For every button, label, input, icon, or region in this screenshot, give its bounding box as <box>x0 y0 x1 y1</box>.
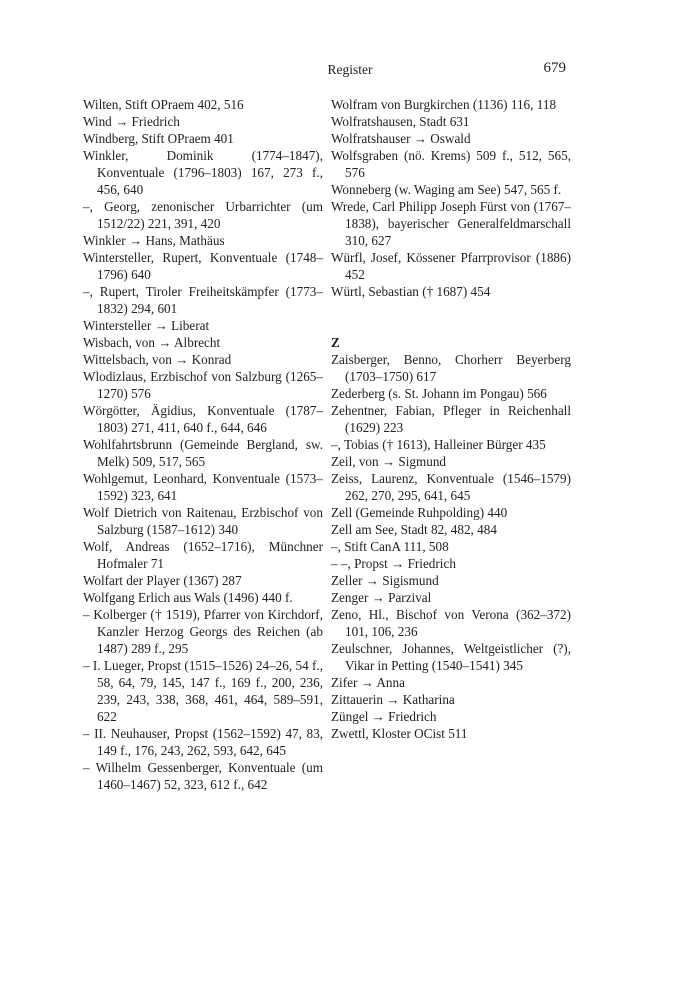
index-column-left <box>83 96 323 793</box>
index-entry: Wintersteller → Liberat <box>83 318 210 333</box>
section-letter: Z <box>331 335 340 350</box>
index-entry: – –, Propst → Friedrich <box>331 556 456 571</box>
index-entry: Wolfgang Erlich aus Wals (1496) 440 f. <box>83 590 293 605</box>
index-entry: Zehentner, Fabian, Pfleger in Reichenhall (1629) 223 <box>331 403 571 435</box>
running-header-title: Register <box>327 62 373 77</box>
index-entry: – Wilhelm Gessenberger, Konventuale (um 1460–1467) 52, 323, 612 f., 642 <box>83 760 323 792</box>
index-entry: –, Tobias († 1613), Halleiner Bürger 435 <box>331 437 546 452</box>
index-entry: Wolfratshauser → Oswald <box>331 131 471 146</box>
index-entry: Wintersteller, Rupert, Konventuale (1748–1796) 640 <box>83 250 323 282</box>
index-entry: –, Rupert, Tiroler Freiheitskämpfer (1773–1832) 294, 601 <box>83 284 323 316</box>
index-entry: – II. Neuhauser, Propst (1562–1592) 47, 83, 149 f., 176, 243, 262, 593, 642, 645 <box>83 726 323 758</box>
index-entry: Wolfram von Burgkirchen (1136) 116, 118 <box>331 97 557 112</box>
index-entry: Zwettl, Kloster OCist 511 <box>331 726 468 741</box>
index-entry: Würfl, Josef, Kössener Pfarrprovisor (1886) 452 <box>331 250 571 282</box>
index-entry: Wörgötter, Ägidius, Konventuale (1787–1803) 271, 411, 640 f., 644, 646 <box>83 403 323 435</box>
index-entry: Zaisberger, Benno, Chorherr Beyerberg (1703–1750) 617 <box>331 352 571 384</box>
index-entry: – Kolberger († 1519), Pfarrer von Kirchdorf, Kanzler Herzog Georgs des Reichen (ab 1487) 289 f., 295 <box>83 607 323 656</box>
index-entry: Wohlfahrtsbrunn (Gemeinde Bergland, sw. Melk) 509, 517, 565 <box>83 437 323 469</box>
index-entry: Wrede, Carl Philipp Joseph Fürst von (1767–1838), bayerischer Generalfeldmarschall 310, 627 <box>331 199 571 248</box>
index-entry: Wisbach, von → Albrecht <box>83 335 221 350</box>
index-entry: Würtl, Sebastian († 1687) 454 <box>331 284 491 299</box>
index-entry: Wlodizlaus, Erzbischof von Salzburg (1265–1270) 576 <box>83 369 323 401</box>
index-entry: Wonneberg (w. Waging am See) 547, 565 f. <box>331 182 562 197</box>
index-entry: Zeulschner, Johannes, Weltgeistlicher (?), Vikar in Petting (1540–1541) 345 <box>331 641 571 673</box>
page-number: 679 <box>543 60 566 76</box>
index-entry: Wolfart der Player (1367) 287 <box>83 573 242 588</box>
section-spacer <box>331 300 571 317</box>
index-entry: Wolfsgraben (nö. Krems) 509 f., 512, 565, 576 <box>331 148 571 180</box>
index-entry: Zenger → Parzival <box>331 590 432 605</box>
index-entry: Wolfratshausen, Stadt 631 <box>331 114 470 129</box>
index-entry: –, Stift CanA 111, 508 <box>331 539 449 554</box>
index-entry: Zittauerin → Katharina <box>331 692 455 707</box>
index-entry: Wolf, Andreas (1652–1716), Münchner Hofmaler 71 <box>83 539 323 571</box>
index-entry: Zederberg (s. St. Johann im Pongau) 566 <box>331 386 547 401</box>
index-entry: Zeil, von → Sigmund <box>331 454 447 469</box>
index-entry: Wind → Friedrich <box>83 114 180 129</box>
index-entry: Zeller → Sigismund <box>331 573 439 588</box>
index-entry: Zell am See, Stadt 82, 482, 484 <box>331 522 497 537</box>
index-entry: Zell (Gemeinde Ruhpolding) 440 <box>331 505 508 520</box>
index-entry: Züngel → Friedrich <box>331 709 437 724</box>
index-entry: Winkler, Dominik (1774–1847), Konventuale (1796–1803) 167, 273 f., 456, 640 <box>83 148 323 197</box>
index-entry: Zifer → Anna <box>331 675 405 690</box>
index-entry: Wohlgemut, Leonhard, Konventuale (1573–1592) 323, 641 <box>83 471 323 503</box>
index-entry: Winkler → Hans, Mathäus <box>83 233 225 248</box>
index-column-right <box>331 96 571 742</box>
index-entry: Windberg, Stift OPraem 401 <box>83 131 234 146</box>
index-entry: Zeiss, Laurenz, Konventuale (1546–1579) 262, 270, 295, 641, 645 <box>331 471 571 503</box>
index-entry: Wittelsbach, von → Konrad <box>83 352 232 367</box>
index-entry: Wolf Dietrich von Raitenau, Erzbischof von Salzburg (1587–1612) 340 <box>83 505 323 537</box>
index-entry: – I. Lueger, Propst (1515–1526) 24–26, 54 f., 58, 64, 79, 145, 147 f., 169 f., 200, 236, 239, 243, 338, 368, 461, 464, 589–591, 622 <box>83 658 323 724</box>
index-entry: Zeno, Hl., Bischof von Verona (362–372) 101, 106, 236 <box>331 607 571 639</box>
index-entry: –, Georg, zenonischer Urbarrichter (um 1512/22) 221, 391, 420 <box>83 199 323 231</box>
index-entry: Wilten, Stift OPraem 402, 516 <box>83 97 244 112</box>
